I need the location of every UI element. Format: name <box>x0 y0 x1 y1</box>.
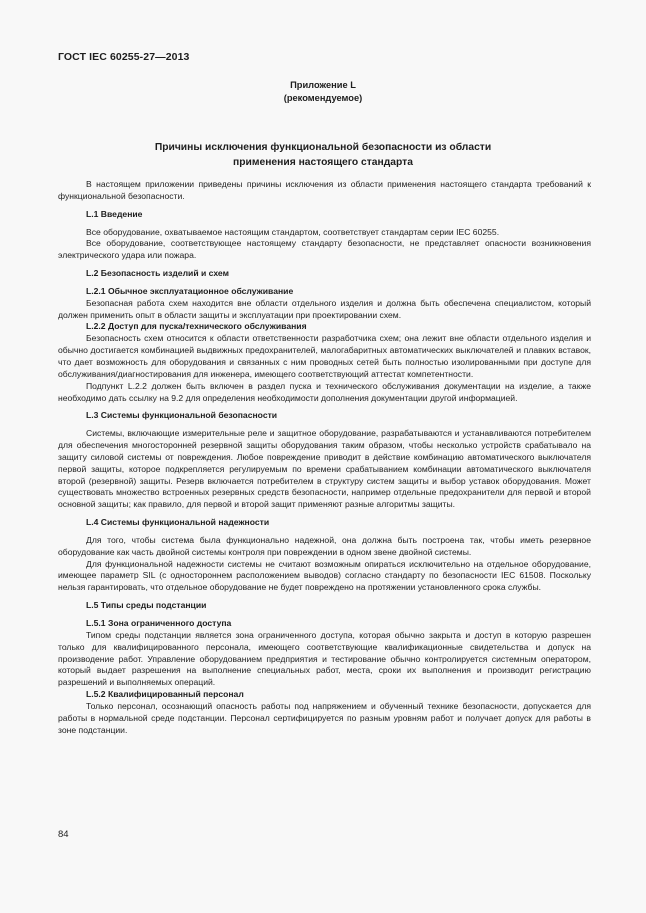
body-paragraph: Все оборудование, соответствующее настоящему стандарту безопасности, не представляет опасности возникновения электрического удара или пожара. <box>58 238 591 261</box>
body-paragraph: Подпункт L.2.2 должен быть включен в раздел пуска и технического обслуживания документации на изделие, а также необходимо дать ссылку на 9.2 для определения необходимости дополнения документации другой информацией. <box>58 380 591 403</box>
body-paragraph: Только персонал, осознающий опасность работы под напряжением и обученный технике безопасности, допускается для работы в нормальной среде подстанции. Персонал сертифицируется по разным уровням работ и получает допуск для работы в зоне подстанции. <box>58 700 591 735</box>
section-heading: L.5 Типы среды подстанции <box>86 600 207 611</box>
appendix-note: (рекомендуемое) <box>283 93 363 103</box>
standard-header: ГОСТ IEC 60255-27—2013 <box>58 51 190 63</box>
body-paragraph: Системы, включающие измерительные реле и защитное оборудование, разрабатываются и устанавливаются потребителем для обеспечения многосторонней резервной защиты оборудования таким образом, чтобы несколько устройств срабатывало на защиту силовой системы от повреждения. Любое повреждение приводит в действие комбинацию автоматического выключателя первой защиты, которое подкрепляется регулируемым по времени срабатыванием комбинации автоматического выключателя второй (резервной) защиты. Резерв включается потребителем в структуру систем защиты и выбор уставок оборудования. Может существовать множество встроенных резервных средств безопасности, например отдельные предохранители для первой и второй основной защиты; как правило, для первой и второй защит применяют разные алгоритмы защиты. <box>58 428 591 510</box>
body-paragraph: Все оборудование, охватываемое настоящим стандартом, соответствует стандартам серии IEC 60255. <box>86 226 500 237</box>
document-title-line1: Причины исключения функциональной безопасности из области <box>154 142 492 153</box>
body-paragraph: Типом среды подстанции является зона ограниченного доступа, которая обычно закрыта и доступ в которую разрешен только для квалифицированного персонала, имеющего соответствующие квалификационные свидетельства и допуск на производение работ. Управление оборудованием предприятия и тестирование обычно контролируется системным оператором, который выдает разрешения на выполнение специальных работ, места, сроки их выполнения и производит регистрацию разрешений и выполняемых операций. <box>58 629 591 688</box>
body-paragraph: Безопасность схем относится к области ответственности разработчика схем; она лежит вне области отдельного изделия и обычно достигается комбинацией выдвижных предохранителей, малогабаритных автоматических выключателей и плавких вставок, что дает возможность для оборудования и связанных с ним проводных сетей быть полностью изолированными при доступе для обслуживания/диагностирования для инженера, имеющего соответствующий аттестат компетентности. <box>58 333 591 379</box>
subsection-heading: L.2.1 Обычное эксплуатационное обслуживание <box>86 285 294 296</box>
appendix-title: Приложение L <box>290 80 356 90</box>
subsection-heading: L.5.1 Зона ограниченного доступа <box>86 618 232 628</box>
subsection-heading: L.2.2 Доступ для пуска/технического обслуживания <box>86 321 307 332</box>
document-body <box>58 179 591 736</box>
body-paragraph: Для того, чтобы система была функционально надежной, она должна быть построена так, чтобы иметь резервное оборудование как часть двойной системы контроля при повреждении в одном звене двойной системы. <box>58 534 591 557</box>
body-paragraph: Для функциональной надежности системы не считают возможным опираться исключительно на отдельное оборудование, имеющее параметр SIL (с одностороннем расположением выводов) согласно стандарту по безопасности IEC 61508. Поскольку нельзя гарантировать, что отдельное оборудование не будет повреждено на протяжении установленного срока службы. <box>58 558 591 593</box>
section-heading: L.4 Системы функциональной надежности <box>86 517 270 528</box>
section-heading: L.3 Системы функциональной безопасности <box>86 410 278 421</box>
section-heading: L.1 Введение <box>86 208 143 219</box>
section-heading: L.2 Безопасность изделий и схем <box>86 268 229 279</box>
page-number: 84 <box>58 829 69 840</box>
document-title-line2: применения настоящего стандарта <box>233 157 413 168</box>
subsection-heading: L.5.2 Квалифицированный персонал <box>86 689 244 700</box>
body-paragraph: Безопасная работа схем находится вне области отдельного изделия и должна быть обеспечена специалистом, который должен применить опыт в области защиты и эксплуатации при проектировании схем. <box>58 297 591 320</box>
intro-paragraph: В настоящем приложении приведены причины исключения из области применения настоящего стандарта требований к функциональной безопасности. <box>58 179 591 201</box>
